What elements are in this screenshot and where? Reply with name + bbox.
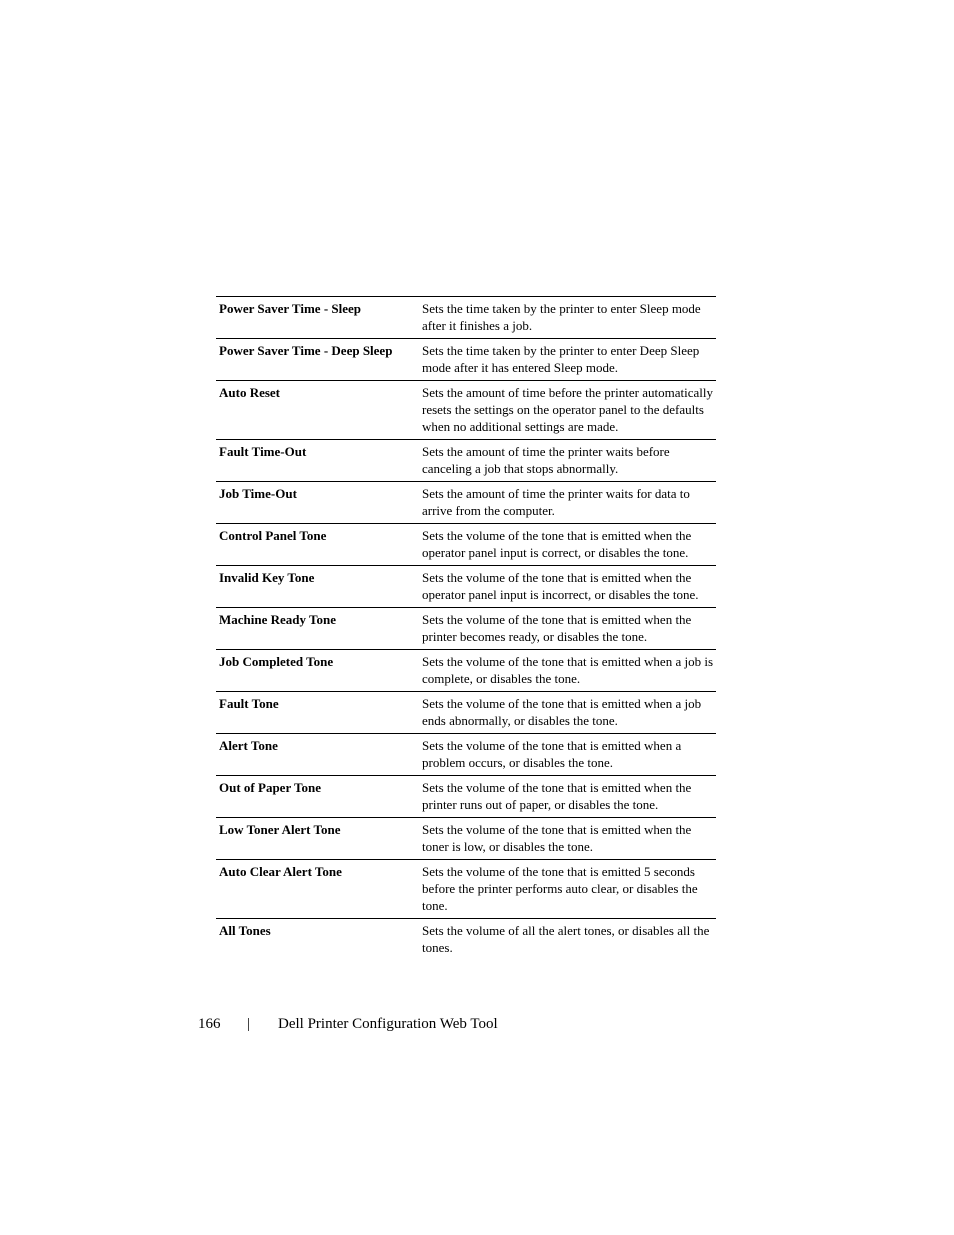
setting-name: Job Time-Out — [216, 482, 419, 524]
setting-name: Fault Time-Out — [216, 440, 419, 482]
setting-name: Power Saver Time - Sleep — [216, 297, 419, 339]
setting-name: Control Panel Tone — [216, 524, 419, 566]
document-title: Dell Printer Configuration Web Tool — [278, 1016, 498, 1032]
setting-description: Sets the volume of the tone that is emitted when the operator panel input is correct, or disables the tone. — [419, 524, 716, 566]
table-row — [216, 818, 716, 860]
setting-name: Out of Paper Tone — [216, 776, 419, 818]
setting-name: Invalid Key Tone — [216, 566, 419, 608]
setting-description: Sets the volume of the tone that is emitted when the toner is low, or disables the tone. — [419, 818, 716, 860]
footer-separator: | — [247, 1016, 251, 1032]
setting-name: Fault Tone — [216, 692, 419, 734]
setting-name: All Tones — [216, 919, 419, 961]
page-number: 166 — [198, 1016, 221, 1032]
table-row — [216, 482, 716, 524]
setting-description: Sets the amount of time before the printer automatically resets the settings on the operator panel to the defaults when no additional settings are made. — [419, 381, 716, 440]
table-row — [216, 776, 716, 818]
table-row — [216, 440, 716, 482]
table-row — [216, 381, 716, 440]
table-row — [216, 734, 716, 776]
table-row — [216, 524, 716, 566]
setting-description: Sets the volume of the tone that is emitted when the printer runs out of paper, or disables the tone. — [419, 776, 716, 818]
setting-description: Sets the volume of all the alert tones, or disables all the tones. — [419, 919, 716, 961]
setting-description: Sets the time taken by the printer to enter Deep Sleep mode after it has entered Sleep mode. — [419, 339, 716, 381]
setting-description: Sets the amount of time the printer waits for data to arrive from the computer. — [419, 482, 716, 524]
setting-description: Sets the volume of the tone that is emitted when a job is complete, or disables the tone. — [419, 650, 716, 692]
setting-description: Sets the volume of the tone that is emitted 5 seconds before the printer performs auto clear, or disables the tone. — [419, 860, 716, 919]
table-row — [216, 692, 716, 734]
table-row — [216, 860, 716, 919]
setting-description: Sets the volume of the tone that is emitted when a problem occurs, or disables the tone. — [419, 734, 716, 776]
setting-description: Sets the amount of time the printer waits before canceling a job that stops abnormally. — [419, 440, 716, 482]
setting-description: Sets the time taken by the printer to enter Sleep mode after it finishes a job. — [419, 297, 716, 339]
table-row — [216, 608, 716, 650]
setting-name: Alert Tone — [216, 734, 419, 776]
setting-name: Auto Clear Alert Tone — [216, 860, 419, 919]
table-row — [216, 297, 716, 339]
setting-name: Auto Reset — [216, 381, 419, 440]
setting-description: Sets the volume of the tone that is emitted when a job ends abnormally, or disables the tone. — [419, 692, 716, 734]
setting-name: Power Saver Time - Deep Sleep — [216, 339, 419, 381]
table-row — [216, 919, 716, 961]
setting-name: Job Completed Tone — [216, 650, 419, 692]
table-row — [216, 650, 716, 692]
table-row — [216, 339, 716, 381]
setting-name: Low Toner Alert Tone — [216, 818, 419, 860]
setting-description: Sets the volume of the tone that is emitted when the operator panel input is incorrect, or disables the tone. — [419, 566, 716, 608]
setting-name: Machine Ready Tone — [216, 608, 419, 650]
settings-table — [216, 296, 716, 960]
setting-description: Sets the volume of the tone that is emitted when the printer becomes ready, or disables the tone. — [419, 608, 716, 650]
table-row — [216, 566, 716, 608]
